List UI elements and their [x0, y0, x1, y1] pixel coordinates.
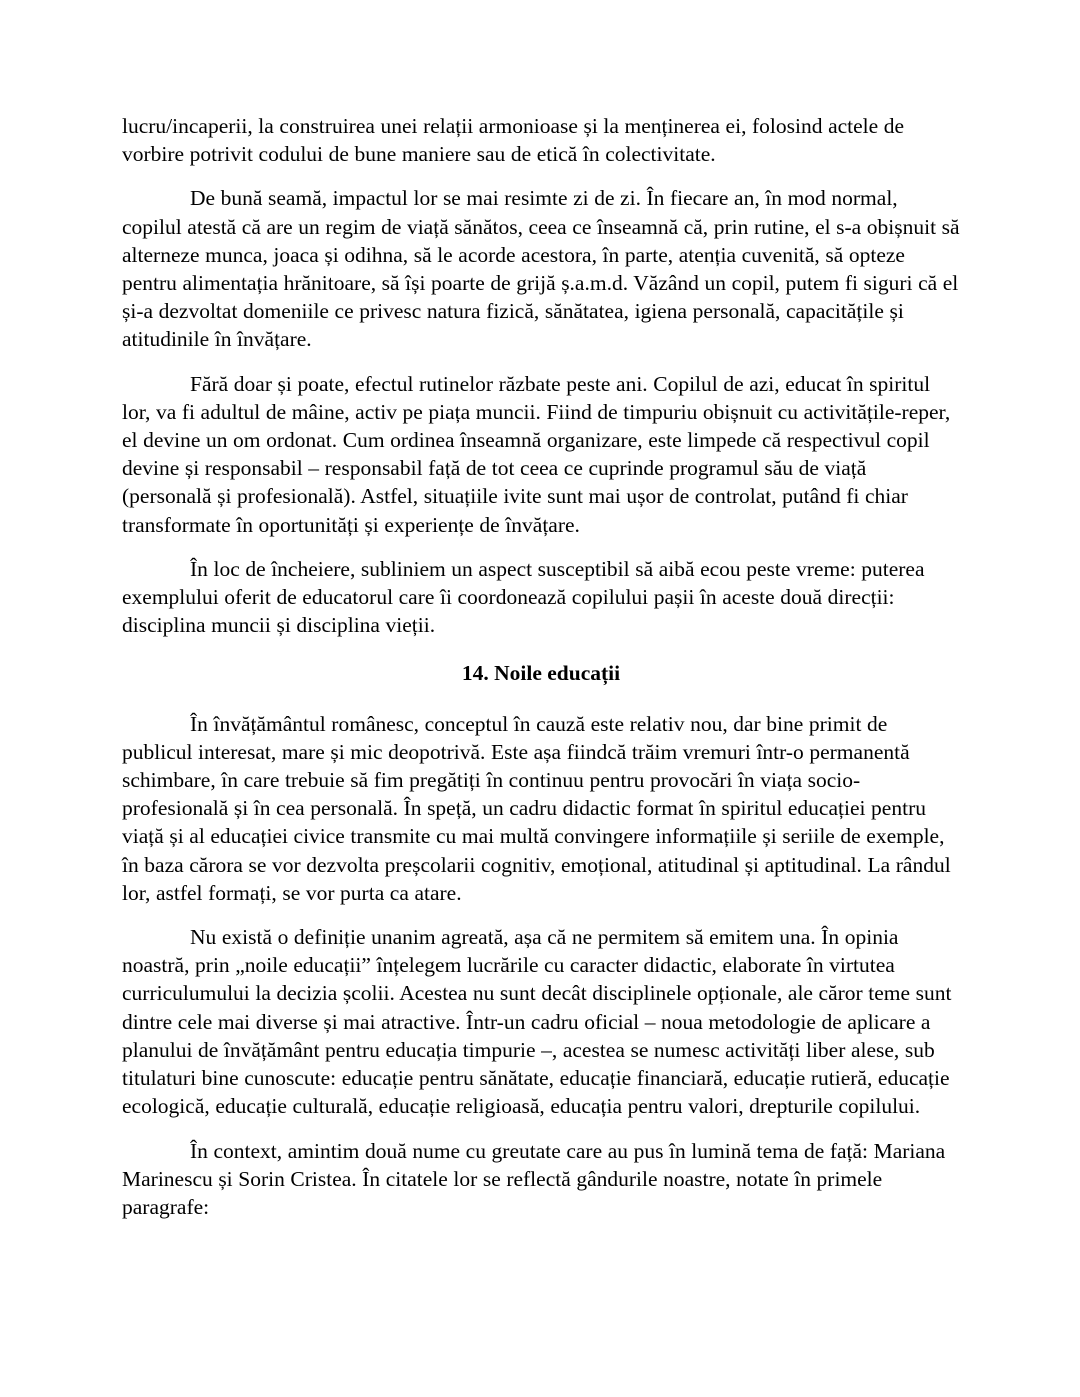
section-heading-noile-educatii: 14. Noile educații	[461, 661, 621, 686]
paragraph-fara-doar-si-poate: Fără doar și poate, efectul rutinelor răzbate peste ani. Copilul de azi, educat în spiritul lor, va fi adultul de mâine, activ pe piața muncii. Fiind de timpuriu obișnuit cu activitățile-reper, el devine un om ordonat. Cum ordinea înseamnă organizare, este limpede că respectivul copil devine și responsabil – responsabil față de tot ceea ce cuprinde programul său de viață (personală și profesională). Astfel, situațiile ivite sunt mai ușor de controlat, putând fi chiar transformate în oportunități și experiențe de învățare.	[122, 371, 951, 537]
document-text-body	[122, 112, 960, 1237]
paragraph-continuation-relatii-armonioase: lucru/incaperii, la construirea unei relații armonioase și la menținerea ei, folosind actele de vorbire potrivit codului de bune maniere sau de etică în colectivitate.	[122, 114, 905, 167]
paragraph-de-buna-seama: De bună seamă, impactul lor se mai resimte zi de zi. În fiecare an, în mod normal, copilul atestă că are un regim de viață sănătos, ceea ce înseamnă că, prin rutine, el s-a obișnuit să alterneze munca, joaca și odihna, să le acorde acestora, în parte, atenția cuvenită, să opteze pentru alimentația hrănitoare, să își poarte de grijă ș.a.m.d. Văzând un copil, putem fi siguri că el și-a dezvoltat domeniile ce privesc natura fizică, sănătatea, igiena personală, capacitățile și atitudinile în învățare.	[122, 186, 960, 352]
paragraph-in-invatamantul-romanesc: În învățământul românesc, conceptul în cauză este relativ nou, dar bine primit de publicul interesat, mare și mic deopotrivă. Este așa fiindcă trăim vremuri într-o permanentă schimbare, în care trebuie să fim pregătiți în continuu pentru provocări în viața socio-profesională și în cea personală. În speță, un cadru didactic format în spiritul educației pentru viață și al educației civice transmite cu mai multă convingere informațiile și seriile de exemple, în baza cărora se vor dezvolta preșcolarii cognitiv, emoțional, atitudinal și aptitudinal. La rândul lor, astfel formați, se vor purta ca atare.	[122, 711, 951, 905]
paragraph-nu-exista-o-definitie: Nu există o definiție unanim agreată, așa că ne permitem să emitem una. În opinia noastră, prin „noile educații” înțelegem lucrările cu caracter didactic, elaborate în virtutea curriculumului la decizia școlii. Acestea nu sunt decât disciplinele opționale, ale căror teme sunt dintre cele mai diverse și mai atractive. Într-un cadru oficial – noua metodologie de aplicare a planului de învățământ pentru educația timpurie –, acestea se numesc activități liber alese, sub titulaturi bine cunoscute: educație pentru sănătate, educație financiară, educație rutieră, educație ecologică, educație culturală, educație religioasă, educația pentru valori, drepturile copilului.	[122, 925, 952, 1119]
paragraph-in-loc-de-incheiere: În loc de încheiere, subliniem un aspect susceptibil să aibă ecou peste vreme: puterea exemplului oferit de educatorul care îi coordonează copilului pașii în aceste două direcții: disciplina muncii și disciplina vieții.	[122, 556, 925, 638]
paragraph-in-context-amintim: În context, amintim două nume cu greutate care au pus în lumină tema de față: Mariana Marinescu și Sorin Cristea. În citatele lor se reflectă gândurile noastre, notate în primele paragrafe:	[122, 1138, 946, 1219]
